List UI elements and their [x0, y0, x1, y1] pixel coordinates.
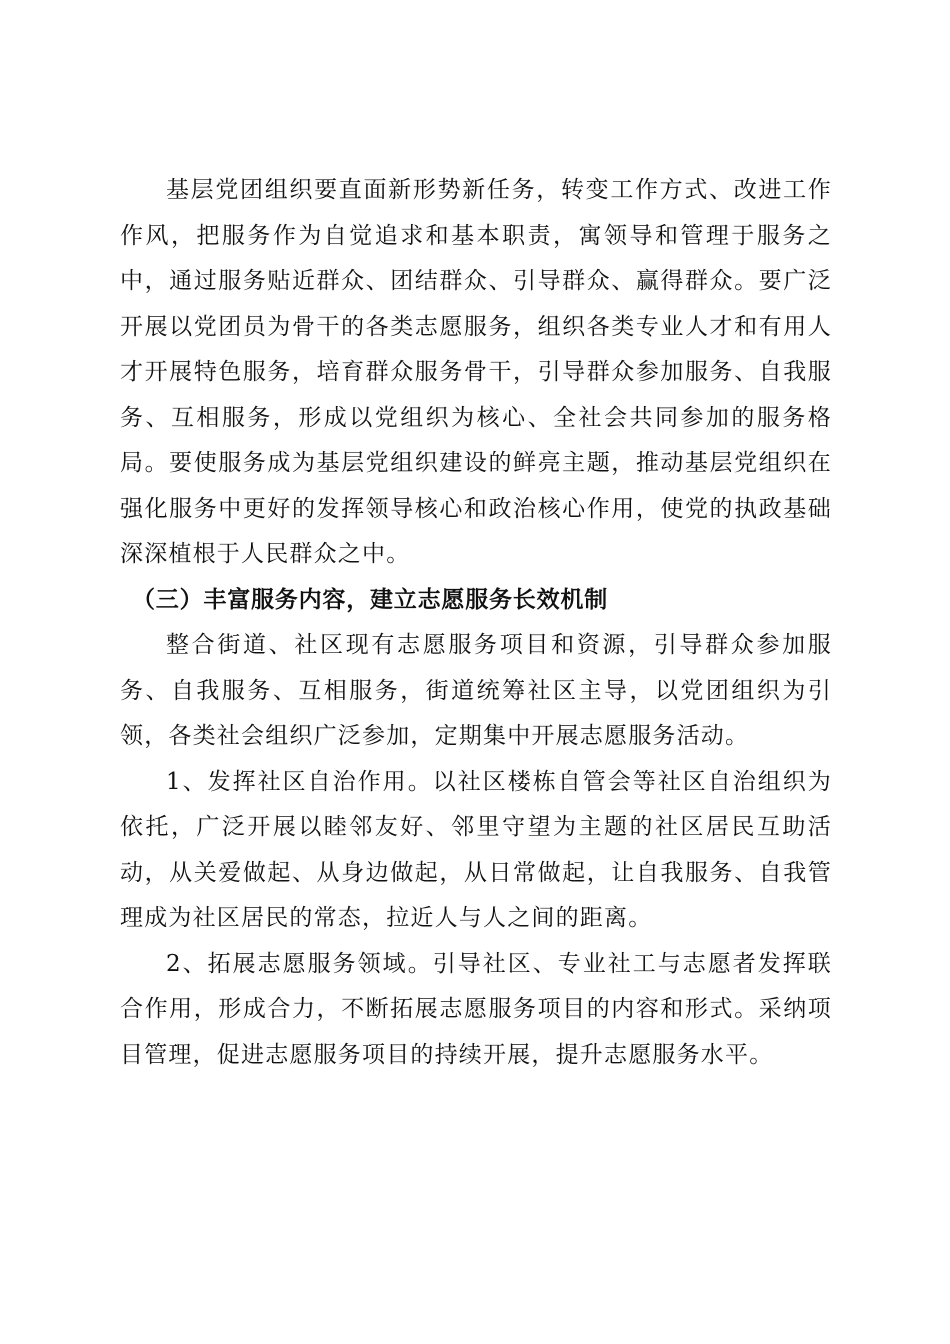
paragraph-item-1: 1、发挥社区自治作用。以社区楼栋自管会等社区自治组织为依托，广泛开展以睦邻友好、邻里守望为主题的社区居民互助活动，从关爱做起、从身边做起，从日常做起，让自我服务、自我管理成为社区居民的常态，拉近人与人之间的距离。 [120, 768, 832, 931]
document-page [120, 168, 832, 1078]
paragraph-item-2: 2、拓展志愿服务领域。引导社区、专业社工与志愿者发挥联合作用，形成合力，不断拓展志愿服务项目的内容和形式。采纳项目管理，促进志愿服务项目的持续开展，提升志愿服务水平。 [120, 950, 832, 1068]
paragraph-service-orientation: 基层党团组织要直面新形势新任务，转变工作方式、改进工作作风，把服务作为自觉追求和基本职责，寓领导和管理于服务之中，通过服务贴近群众、团结群众、引导群众、赢得群众。要广泛开展以党团员为骨干的各类志愿服务，组织各类专业人才和有用人才开展特色服务，培育群众服务骨干，引导群众参加服务、自我服务、互相服务，形成以党组织为核心、全社会共同参加的服务格局。要使服务成为基层党组织建设的鲜亮主题，推动基层党组织在强化服务中更好的发挥领导核心和政治核心作用，使党的执政基础深深植根于人民群众之中。 [120, 177, 832, 567]
paragraph-integration: 整合街道、社区现有志愿服务项目和资源，引导群众参加服务、自我服务、互相服务，街道统筹社区主导，以党团组织为引领，各类社会组织广泛参加，定期集中开展志愿服务活动。 [120, 632, 832, 749]
section-heading-three: （三）丰富服务内容，建立志愿服务长效机制 [132, 586, 608, 613]
